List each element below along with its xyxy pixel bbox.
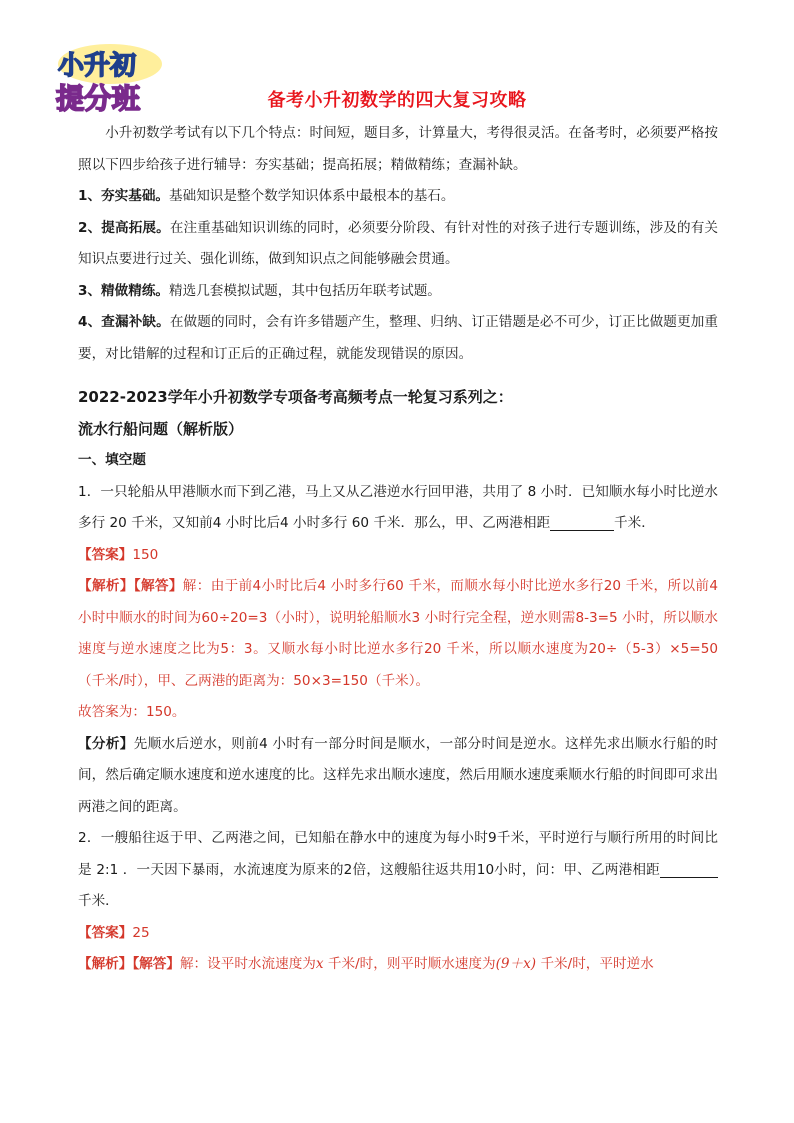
tip-2-text: 在注重基础知识训练的同时，必须要分阶段、有针对性的对孩子进行专题训练，涉及的有关知识点要进行过关、强化训练，做到知识点之间能够融会贯通。 (78, 219, 718, 267)
page-title: 备考小升初数学的四大复习攻略 (267, 90, 527, 111)
series-title: 2022-2023学年小升初数学专项备考高频考点一轮复习系列之： (78, 388, 513, 406)
q1-answer-label: 【答案】 (78, 546, 133, 563)
q2-answer-value: 25 (132, 924, 150, 941)
tip-1-title: 1、夯实基础。 (78, 188, 170, 204)
intro-paragraph: 小升初数学考试有以下几个特点：时间短，题目多，计算量大，考得很灵活。在备考时，必须要严格按照以下四步给孩子进行辅导：夯实基础；提高拓展；精做精练；查漏补缺。 (78, 125, 718, 173)
q1-fenxi-text: 先顺水后逆水，则前4 小时有一部分时间是顺水，一部分时间是逆水。这样先求出顺水行船的时间，然后确定顺水速度和逆水速度的比。这样先求出顺水速度，然后用顺水速度乘顺水行船的时间即可求出两港之间的距离。 (78, 735, 719, 815)
tip-4-text: 在做题的同时，会有许多错题产生，整理、归纳、订正错题是必不可少，订正比做题更加重要，对比错解的过程和订正后的正确过程，就能发现错误的原因。 (78, 314, 718, 362)
q2-analysis-b: 千米/时，则平时顺水速度为 (323, 956, 496, 972)
q1-fenxi-label: 【分析】 (78, 735, 134, 752)
q2-stem-unit: 千米． (78, 893, 119, 909)
q1-stem-unit: 千米． (614, 515, 655, 531)
tip-1 (78, 181, 718, 213)
q2-expr: (9＋x) (495, 956, 537, 972)
q2-analysis-a: 解：设平时水流速度为 (179, 956, 316, 972)
q1-answer-value: 150 (132, 546, 159, 563)
q1-stem-text: 1．一只轮船从甲港顺水而下到乙港，马上又从乙港逆水行回甲港，共用了 8 小时．已知顺水每小时比逆水多行 20 千米，又知前4 小时比后4 小时多行 60 千米．那么，甲、乙两港相距 (78, 483, 718, 531)
tip-3 (78, 276, 718, 308)
tip-3-text: 精选几套模拟试题，其中包括历年联考试题。 (169, 282, 441, 299)
q1-fenxi (78, 729, 718, 824)
q1-analysis (78, 571, 718, 697)
document-body (78, 118, 718, 981)
q1-answer-blank (550, 512, 614, 531)
q2-analysis-label: 【解析】【解答】 (78, 956, 180, 972)
q1-answer (78, 540, 718, 572)
tip-2-title: 2、提高拓展。 (78, 219, 170, 236)
q2-analysis-c: 千米/时，平时逆水 (536, 956, 654, 972)
tip-4-title: 4、查漏补缺。 (78, 314, 170, 330)
q2-var-x: x (315, 956, 324, 972)
q2-analysis (78, 949, 718, 981)
q2-stem-text: 2．一艘船往返于甲、乙两港之间，已知船在静水中的速度为每小时9千米，平时逆行与顺行所用的时间比是 2:1 ．一天因下暴雨，水流速度为原来的2倍，这艘船往返共用10小时，问：甲、乙两港相距 (78, 830, 718, 878)
q2-answer-label: 【答案】 (78, 924, 133, 941)
logo-line2: 提分班 (56, 82, 141, 115)
topic-title: 流水行船问题（解析版） (78, 419, 244, 438)
q2-answer-blank (660, 859, 718, 878)
section-heading: 一、填空题 (78, 452, 146, 468)
q1-analysis-label: 【解析】【解答】 (78, 578, 183, 594)
tip-3-title: 3、精做精练。 (78, 282, 170, 299)
q1-stem (78, 477, 718, 540)
q1-analysis-text: 解：由于前4小时比后4 小时多行60 千米，而顺水每小时比逆水多行20 千米，所以前4 小时中顺水的时间为60÷20=3（小时），说明轮船顺水3 小时行完全程，逆水则需8-3=5 小时，所以顺水速度与逆水速度之比为5：3。又顺水每小时比逆水多行20 千米，所以顺水速度为20÷（5-3）×5=50（千米/时），甲、乙两港的距离为：50×3=150（千米）。 (78, 578, 718, 689)
q2-stem (78, 823, 718, 918)
tip-2 (78, 213, 718, 276)
q2-answer (78, 918, 718, 950)
tip-1-text: 基础知识是整个数学知识体系中最根本的基石。 (169, 188, 455, 204)
logo-line1: 小升初 (58, 51, 137, 81)
tip-4 (78, 307, 718, 370)
q1-conclusion: 故答案为：150。 (78, 704, 186, 720)
